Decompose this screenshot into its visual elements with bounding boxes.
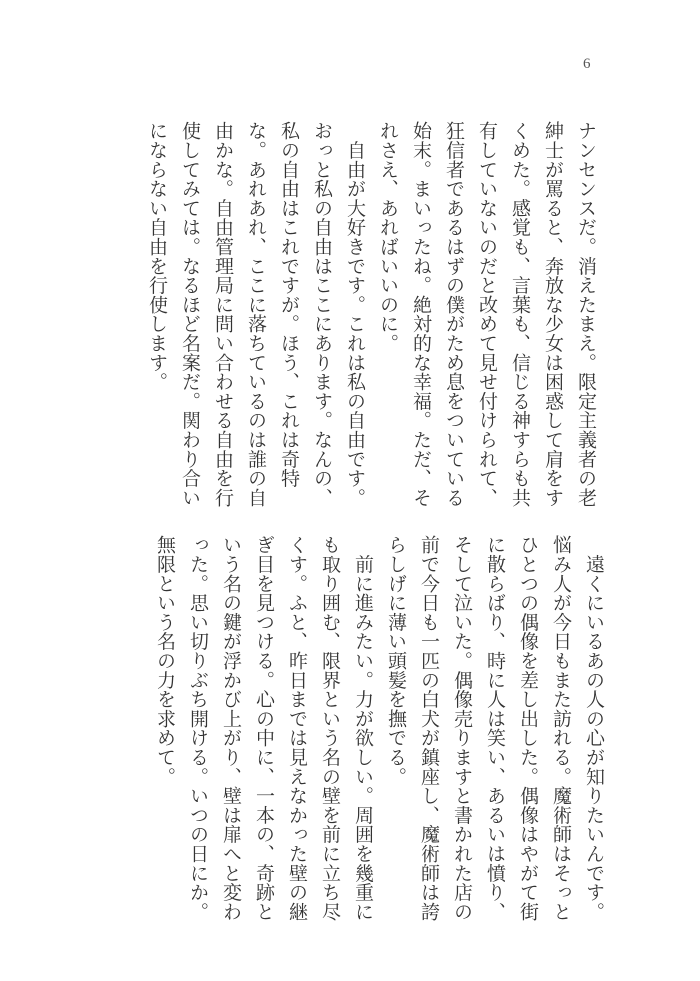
paragraph-lower-1: 遠くにいるあの人の心が知りたいんです。悩み人が今日もまた訪れる。魔術師はそっとひとつの偶像を差し出した。偶像はやがて街に散らばり、時に人は笑い、あるいは憤り、そして泣いた。偶像売りますと書かれた店の前で今日も一匹の白犬が鎮座し、魔術師は誇らしげに薄い頭髪を撫でる。 — [385, 535, 604, 921]
page-number: 6 — [583, 56, 591, 72]
lower-text-block — [148, 535, 610, 929]
paragraph-upper-2: 自由が大好きです。これは私の自由です。おっと私の自由はここにあります。なんの、私の自由はこれですが。ほう、これは奇特な。あれあれ、ここに落ちているのは誰の自由かな。自由管理局に問い合わせる自由を行使してみては。なるほど名案だ。関わり合いにならない自由を行使します。 — [146, 121, 365, 507]
upper-text-block — [140, 121, 602, 513]
paragraph-lower-2: 前に進みたい。力が欲しい。周囲を幾重にも取り囲む、限界という名の壁を前に立ち尽くす。ふと、昨日までは見えなかった壁の継ぎ目を見つける。心の中に、一本の、奇跡という名の鍵が浮かび上がり、壁は扉へと変わった。思い切りぶち開ける。いつの日にか。無限という名の力を求めて。 — [154, 535, 373, 921]
paragraph-upper-1: ナンセンスだ。消えたまえ。限定主義者の老紳士が罵ると、奔放な少女は困惑して肩をすくめた。感覚も、言葉も、信じる神すらも共有していないのだと改めて見せ付けられて、狂信者であるはずの僕がため息をついている始末。まいったね。絶対的な幸福。ただ、それさえ、あればいいのに。 — [377, 121, 596, 507]
